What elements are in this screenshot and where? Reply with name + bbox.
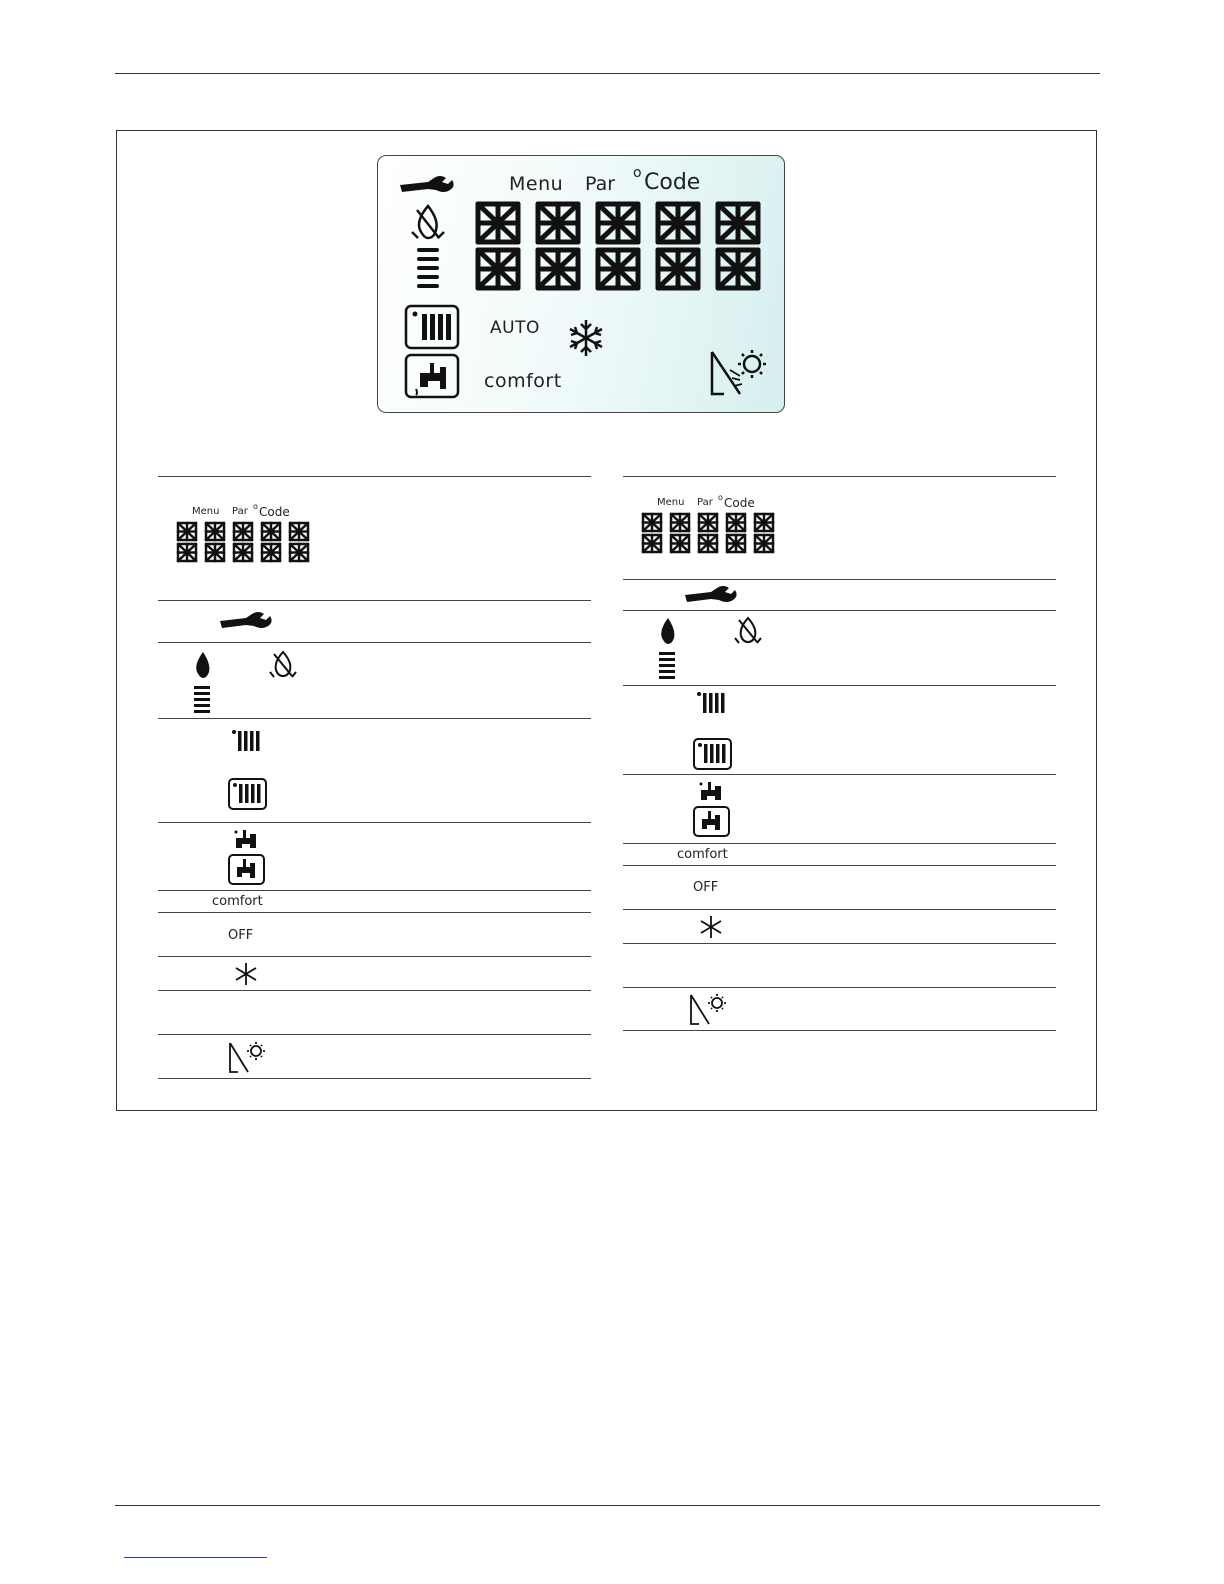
table-row [623,476,1056,477]
table-row [158,1034,591,1035]
table-row [158,476,591,477]
table-row [623,843,1056,844]
table-row [158,990,591,991]
table-row [158,642,591,643]
tap-icon [406,355,458,397]
mini-menu-label: Menu [192,506,220,517]
table-row [623,685,1056,686]
mini-degree-label: o [253,502,258,511]
wrench-icon [685,584,737,606]
radiator-icon [230,728,262,752]
mini-par-label: Par [232,506,248,517]
table-row [158,890,591,891]
footer-link-underline [124,1557,267,1558]
mini-par-label: Par [697,497,713,508]
mini-segment-display [174,520,319,568]
table-row [158,956,591,957]
table-row [158,718,591,719]
lcd-header-menu: Menu [509,173,564,195]
footer-rule [115,1505,1100,1506]
table-row [158,1078,591,1079]
tap-boxed-icon [693,806,731,838]
tap-icon [232,826,262,848]
legend-table-left [158,476,591,1080]
snowflake-icon [234,962,258,986]
header-rule [115,73,1100,74]
off-label: OFF [228,928,254,943]
snowflake-icon [570,320,602,356]
lcd-mode-auto: AUTO [490,318,540,338]
flame-with-level-icon [657,616,679,682]
flame-off-icon [733,616,763,646]
solar-panel-icon [712,350,766,394]
comfort-label: comfort [677,847,728,862]
wrench-icon [220,610,272,632]
lcd-header-degree: o [633,165,642,181]
segment-digits [478,204,758,288]
off-label: OFF [693,880,719,895]
radiator-boxed-icon [228,778,268,810]
lcd-header-par: Par [585,173,616,195]
radiator-icon [406,306,458,348]
mini-segment-display [639,511,784,559]
flame-off-icon [268,650,298,680]
mini-code-label: Code [259,505,290,519]
legend-table-right [623,476,1056,1032]
mini-degree-label: o [718,493,723,502]
flame-level-bars-icon [417,248,439,288]
solar-panel-icon [689,992,729,1026]
table-row [623,774,1056,775]
mini-menu-label: Menu [657,497,685,508]
radiator-boxed-icon [693,738,733,770]
flame-off-icon [412,206,444,238]
table-row [623,987,1056,988]
table-row [623,610,1056,611]
lcd-header-code: Code [644,170,701,195]
lcd-display [377,155,785,413]
table-row [623,865,1056,866]
table-row [623,579,1056,580]
table-row [158,822,591,823]
tap-icon [697,778,727,800]
solar-panel-icon [228,1040,268,1074]
flame-with-level-icon [192,650,214,716]
mini-code-label: Code [724,496,755,510]
table-row [158,600,591,601]
comfort-label: comfort [212,894,263,909]
table-row [158,912,591,913]
table-row [623,1030,1056,1031]
radiator-icon [695,690,727,714]
table-row [623,943,1056,944]
snowflake-icon [699,915,723,939]
lcd-mode-comfort: comfort [484,370,562,392]
wrench-icon [400,176,454,192]
lcd-graphics [378,156,786,414]
table-row [623,909,1056,910]
tap-boxed-icon [228,854,266,886]
